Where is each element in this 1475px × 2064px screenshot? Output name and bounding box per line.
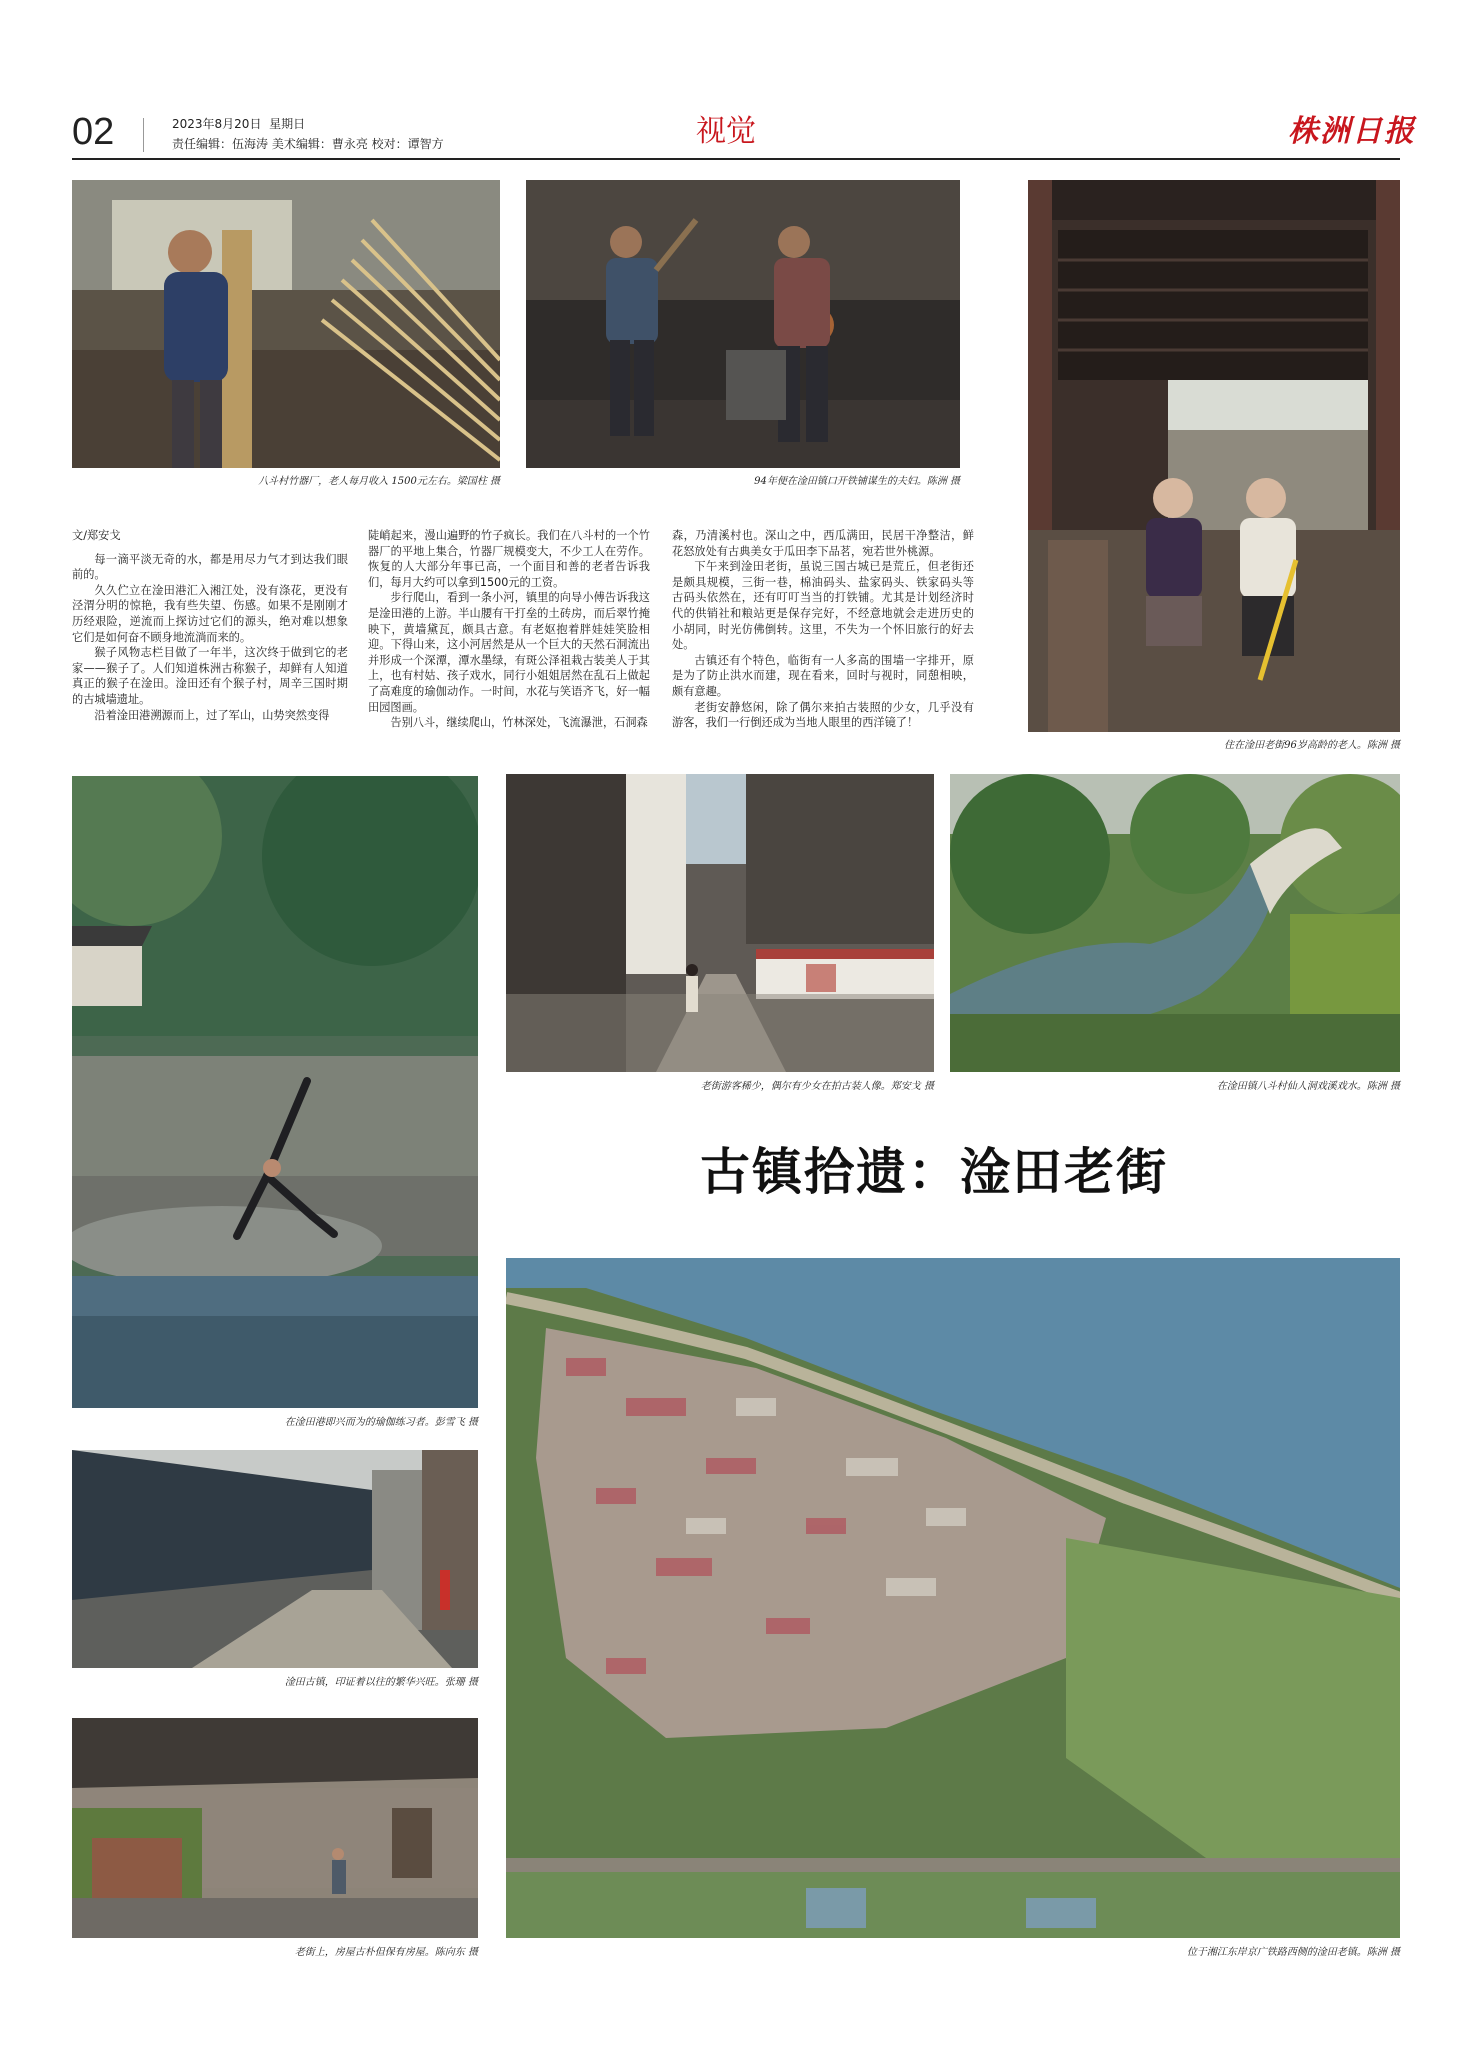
photo-blacksmiths: [526, 180, 960, 468]
article-paragraph: 老街安静悠闲，除了偶尔来拍古装照的少女，几乎没有游客，我们一行倒还成为当地人眼里的西洋镜了！: [672, 700, 974, 730]
caption-photo-6: 在淦田镇八斗村仙人洞戏溪戏水。陈洲 摄: [1216, 1081, 1400, 1092]
photo-aerial-town: [506, 1258, 1400, 1938]
byline: 文/郑安戈: [72, 529, 121, 542]
article-paragraph: 陡峭起来，漫山遍野的竹子疯长。我们在八斗村的一个竹器厂的平地上集合，竹器厂规模变大，不少工人在劳作。恢复的人大部分年事已高，一个面目和善的老者告诉我们，每月大约可以拿到1500元的工资。: [368, 529, 650, 589]
photo-elderly-couple: [1028, 180, 1400, 732]
article-paragraph: 告别八斗，继续爬山，竹林深处，飞流瀑泄，石洞森: [390, 716, 648, 730]
photo-old-street-girl: [506, 774, 934, 1072]
article-paragraph: 森，乃清溪村也。深山之中，西瓜满田，民居干净整洁，鲜花怒放处有古典美女于瓜田李下品茗，宛若世外桃源。: [672, 529, 974, 558]
photo-yoga-practitioner: [72, 776, 478, 1408]
caption-photo-1: 八斗村竹器厂，老人每月收入 1500元左右。梁国柱 摄: [258, 476, 500, 487]
caption-photo-5: 老街游客稀少，偶尔有少女在拍古装人像。郑安戈 摄: [700, 1081, 934, 1092]
editors-line: 责任编辑：伍海涛 美术编辑：曹永亮 校对：谭智方: [172, 137, 444, 151]
article-column-3: [672, 528, 974, 731]
article-paragraph: 沿着淦田港溯源而上，过了军山，山势突然变得: [94, 708, 330, 722]
header-divider-vertical: [143, 118, 144, 152]
photo-town-street: [72, 1450, 478, 1668]
photo-river-bathers: [950, 774, 1400, 1072]
caption-photo-8: 老街上，房屋古朴但保有房屋。陈向东 摄: [294, 1947, 478, 1958]
header-rule: [72, 158, 1400, 160]
photo-bamboo-factory: [72, 180, 500, 468]
article-column-1: [72, 528, 348, 723]
headline: 古镇拾遗：淦田老街: [700, 1143, 1168, 1201]
article-paragraph: 步行爬山，看到一条小河，镇里的向导小傅告诉我这是淦田港的上游。半山腰有干打垒的土砖房，而后翠竹掩映下，黄墙黛瓦，颇具古意。有老妪抱着胖娃娃笑脸相迎。下得山来，这小河居然是从一个巨大的天然石洞流出并形成一个深潭，潭水墨绿，有斑公泽祖栽古装美人于其上，也有村姑、孩子戏水，同行小姐姐居然在乱石上做起了高难度的瑜伽动作。一时间，水花与笑语齐飞，好一幅田园图画。: [368, 591, 650, 714]
article-paragraph: 古镇还有个特色，临街有一人多高的围墙一字排开，原是为了防止洪水而建，现在看来，回时与视时，同憩相映，颇有意趣。: [672, 653, 974, 698]
caption-photo-7: 淦田古镇，印证着以往的繁华兴旺。张珊 摄: [284, 1677, 478, 1688]
section-title: 视觉: [696, 114, 756, 149]
article-paragraph: 久久伫立在淦田港汇入湘江处，没有涤花，更没有泾渭分明的惊艳，我有些失望、伤感。如果不是刚刚才历经艰险，逆流而上探访过它们的源头，绝对难以想象它们是如何奋不顾身地流淌而来的。: [72, 583, 348, 644]
caption-photo-4: 在淦田港即兴而为的瑜伽练习者。彭雪飞 摄: [284, 1417, 478, 1428]
caption-photo-9: 位于湘江东岸京广铁路西侧的淦田老镇。陈洲 摄: [1186, 1947, 1400, 1958]
article-paragraph: 猴子风物志栏目做了一年半，这次终于做到它的老家——猴子了。人们知道株洲古称猴子，却鲜有人知道真正的猴子在淦田。淦田还有个猴子村，周辛三国时期的古城墙遗址。: [72, 646, 348, 706]
photo-old-house: [72, 1718, 478, 1938]
caption-photo-2: 94年便在淦田镇口开铁铺谋生的夫妇。陈洲 摄: [754, 476, 960, 487]
article-paragraph: 下午来到淦田老街，虽说三国古城已是荒丘，但老街还是颇具规模，三街一巷，棉油码头、盐家码头、铁家码头等古码头依然在，还有叮叮当当的打铁铺。尤其是计划经济时代的供销社和粮站更是保存完好，不经意地就会走进历史的小胡同，时光仿佛倒转。这里，不失为一个怀旧旅行的好去处。: [672, 560, 974, 652]
page-number: 02: [72, 111, 115, 153]
article-paragraph: 每一滴平淡无奇的水，都是用尽力气才到达我们眼前的。: [72, 552, 348, 582]
date-line: 2023年8月20日 星期日: [172, 117, 306, 131]
masthead-logo: 株洲日报: [1288, 114, 1416, 149]
article-column-2: [368, 528, 650, 731]
caption-photo-3: 住在淦田老街96岁高龄的老人。陈洲 摄: [1224, 740, 1400, 751]
